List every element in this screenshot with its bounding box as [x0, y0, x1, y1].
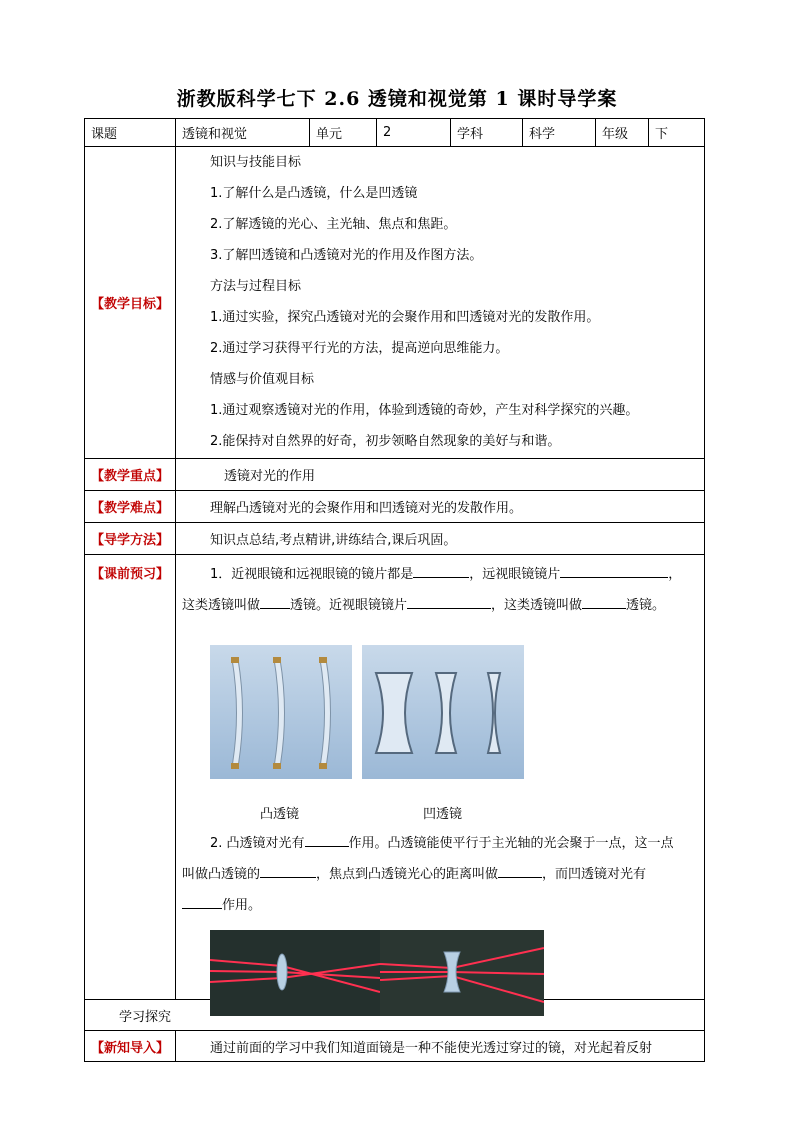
header-cell-topic-value: 透镜和视觉	[176, 119, 310, 147]
header-cell-topic: 课题	[85, 119, 176, 147]
objective-line: 1.了解什么是凸透镜，什么是凹透镜	[210, 186, 418, 201]
objective-line: 2.了解透镜的光心、主光轴、焦点和焦距。	[210, 217, 457, 232]
answer-blank[interactable]	[498, 864, 542, 878]
objective-line: 情感与价值观目标	[210, 372, 315, 387]
convex-lens-illustration	[210, 645, 352, 779]
header-cell-grade: 年级	[596, 119, 649, 147]
answer-blank[interactable]	[260, 595, 290, 609]
objective-line: 1.通过实验，探究凸透镜对光的会聚作用和凹透镜对光的发散作用。	[210, 310, 600, 325]
concave-lens-illustration	[362, 645, 524, 779]
header-cell-unit-value: 2	[377, 119, 451, 147]
objectives-content	[176, 147, 705, 459]
objective-line: 2.通过学习获得平行光的方法，提高逆向思维能力。	[210, 341, 509, 356]
page-title: 浙教版科学七下 2.6 透镜和视觉第 1 课时导学案	[176, 88, 618, 110]
question-2-line-2: 叫做凸透镜的 ，焦点到凸透镜光心的距离叫做 ，而凹透镜对光有	[176, 859, 646, 890]
objective-line: 方法与过程目标	[210, 279, 302, 294]
question-1-line-1: 1．近视眼镜和远视眼镜的镜片都是 ，远视眼镜镜片 ，	[176, 555, 704, 590]
explore-label: 学习探究	[85, 1000, 705, 1031]
key-row	[85, 459, 705, 491]
convex-laser-photo	[210, 930, 380, 1016]
concave-laser-photo	[380, 930, 544, 1016]
concave-laser-illustration	[380, 930, 544, 1016]
method-text: 知识点总结,考点精讲,讲练结合,课后巩固。	[176, 523, 705, 555]
objectives-row	[85, 147, 705, 459]
objective-line: 3.了解凹透镜和凸透镜对光的作用及作图方法。	[210, 248, 483, 263]
answer-blank[interactable]	[582, 595, 626, 609]
difficulty-label: 【教学难点】	[85, 491, 176, 523]
convex-lens-photo	[210, 645, 352, 779]
answer-blank[interactable]	[560, 564, 668, 578]
intro-text: 通过前面的学习中我们知道面镜是一种不能使光透过穿过的镜，对光起着反射	[176, 1031, 705, 1062]
key-text: 透镜对光的作用	[176, 459, 705, 491]
method-label: 【导学方法】	[85, 523, 176, 555]
intro-label: 【新知导入】	[85, 1031, 176, 1062]
objective-line: 2.能保持对自然界的好奇，初步领略自然现象的美好与和谐。	[210, 434, 561, 449]
convex-laser-illustration	[210, 930, 380, 1016]
objective-line: 知识与技能目标	[210, 155, 302, 170]
question-2-line-1: 2. 凸透镜对光有 作用。凸透镜能使平行于主光轴的光会聚于一点，这一点	[176, 828, 674, 859]
header-row	[85, 119, 705, 147]
preview-label: 【课前预习】	[85, 555, 176, 1000]
difficulty-row	[85, 491, 705, 523]
answer-blank[interactable]	[305, 833, 349, 847]
answer-blank[interactable]	[407, 595, 491, 609]
key-label: 【教学重点】	[85, 459, 176, 491]
objective-line: 1.通过观察透镜对光的作用，体验到透镜的奇妙，产生对科学探究的兴趣。	[210, 403, 639, 418]
preview-content	[176, 555, 705, 1000]
difficulty-text: 理解凸透镜对光的会聚作用和凹透镜对光的发散作用。	[176, 491, 705, 523]
question-2-line-3: 作用。	[176, 890, 261, 921]
header-cell-unit: 单元	[310, 119, 377, 147]
preview-row	[85, 555, 705, 1000]
header-cell-subject: 学科	[451, 119, 523, 147]
concave-lens-photo	[362, 645, 524, 779]
answer-blank[interactable]	[260, 864, 316, 878]
answer-blank[interactable]	[182, 895, 222, 909]
method-row	[85, 523, 705, 555]
concave-lens-caption: 凹透镜	[423, 807, 463, 822]
question-1-line-2: 这类透镜叫做 透镜。近视眼镜镜片 ，这类透镜叫做 透镜。	[176, 590, 704, 621]
intro-row	[85, 1031, 705, 1062]
header-cell-grade-value: 下	[649, 119, 705, 147]
lesson-table	[84, 118, 705, 1062]
header-cell-subject-value: 科学	[523, 119, 596, 147]
answer-blank[interactable]	[413, 564, 469, 578]
objectives-label: 【教学目标】	[85, 147, 176, 459]
convex-lens-caption: 凸透镜	[260, 807, 300, 822]
